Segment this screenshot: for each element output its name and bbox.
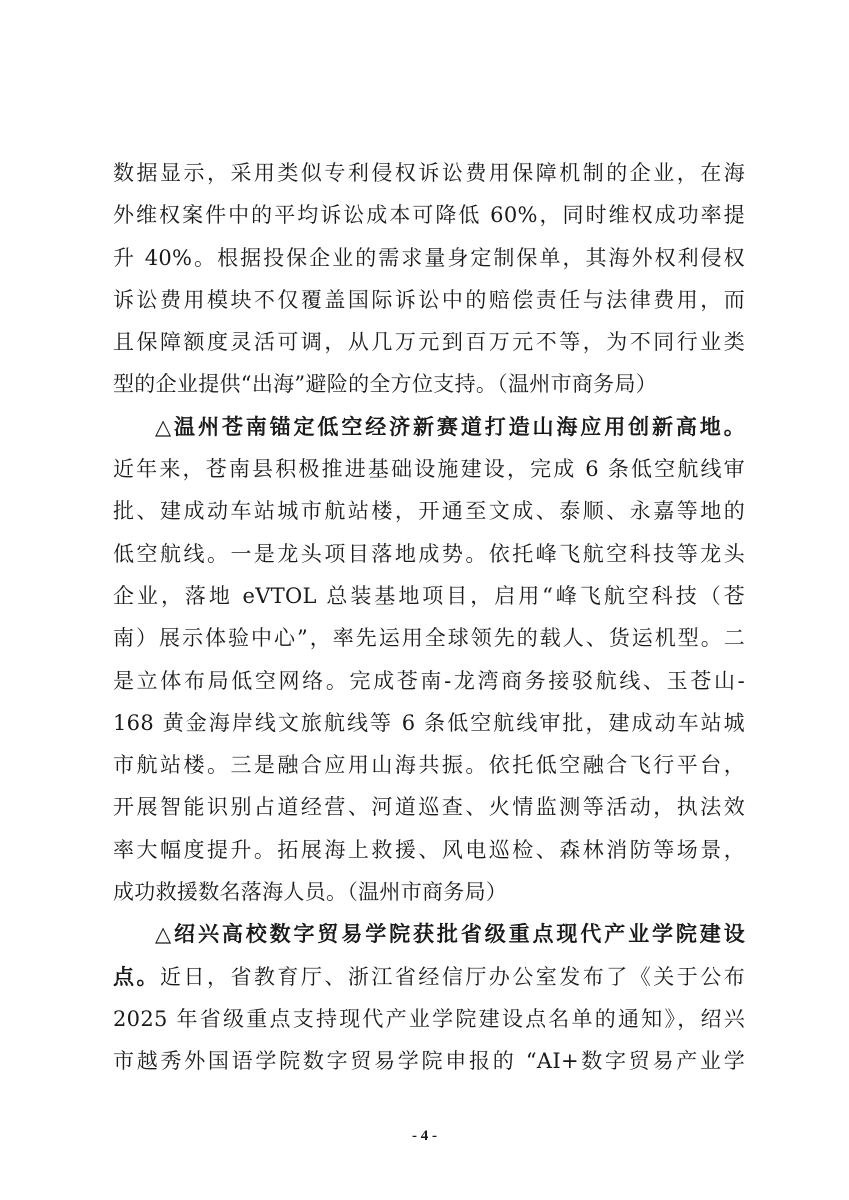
text-line: 率大幅度提升。拓展海上救援、风电巡检、森林消防等场景， xyxy=(113,837,745,862)
text-line: 168 黄金海岸线文旅航线等 6 条低空航线审批，建成动车站城 xyxy=(113,710,745,735)
text-line: 市航站楼。三是融合应用山海共振。依托低空融合飞行平台， xyxy=(113,753,745,778)
text-line: 型的企业提供“出海”避险的全方位支持。（温州市商务局） xyxy=(113,372,658,397)
text-line: 低空航线。一是龙头项目落地成势。依托峰飞航空科技等龙头 xyxy=(113,541,745,566)
paragraph-headline-end: 点。 xyxy=(113,963,160,989)
text-line xyxy=(113,956,745,998)
paragraph-cangnan-low-altitude xyxy=(113,406,745,914)
paragraph-headline: △绍兴高校数字贸易学院获批省级重点现代产业学院建设 xyxy=(155,921,745,947)
text-line: 且保障额度灵活可调，从几万元到百万元不等，为不同行业类 xyxy=(113,330,745,355)
text-line: 开展智能识别占道经营、河道巡查、火情监测等活动，执法效 xyxy=(113,795,745,820)
text-line: 市越秀外国语学院数字贸易学院申报的 “AI+数字贸易产业学 xyxy=(113,1049,745,1074)
document-body xyxy=(113,152,745,1083)
text-line: 批、建成动车站城市航站楼，开通至文成、泰顺、永嘉等地的 xyxy=(113,499,745,524)
text-line: 外维权案件中的平均诉讼成本可降低 60%，同时维权成功率提 xyxy=(113,203,745,228)
text-line: 近年来，苍南县积极推进基础设施建设，完成 6 条低空航线审 xyxy=(113,457,745,482)
page-number: - 4 - xyxy=(412,1128,437,1144)
text-line: 2025 年省级重点支持现代产业学院建设点名单的通知》，绍兴 xyxy=(113,1006,745,1031)
text-span: 近日，省教育厅、浙江省经信厅办公室发布了《关于公布 xyxy=(159,964,745,989)
text-line: 诉讼费用模块不仅覆盖国际诉讼中的赔偿责任与法律费用，而 xyxy=(113,287,745,312)
text-line: 南）展示体验中心”，率先运用全球领先的载人、货运机型。二 xyxy=(113,626,745,651)
text-line: 数据显示，采用类似专利侵权诉讼费用保障机制的企业，在海 xyxy=(113,161,745,185)
paragraph-shaoxing-digital-trade xyxy=(113,913,745,1082)
text-line: 成功救援数名落海人员。（温州市商务局） xyxy=(113,880,508,905)
paragraph-headline: △温州苍南锚定低空经济新赛道打造山海应用创新高地。 xyxy=(155,413,745,439)
text-line: 企业，落地 eVTOL 总装基地项目，启用“峰飞航空科技（苍 xyxy=(113,583,745,608)
text-line: 升 40%。根据投保企业的需求量身定制保单，其海外权利侵权 xyxy=(113,245,745,270)
paragraph-insurance xyxy=(113,152,745,406)
text-line: 是立体布局低空网络。完成苍南-龙湾商务接驳航线、玉苍山- xyxy=(113,668,745,693)
